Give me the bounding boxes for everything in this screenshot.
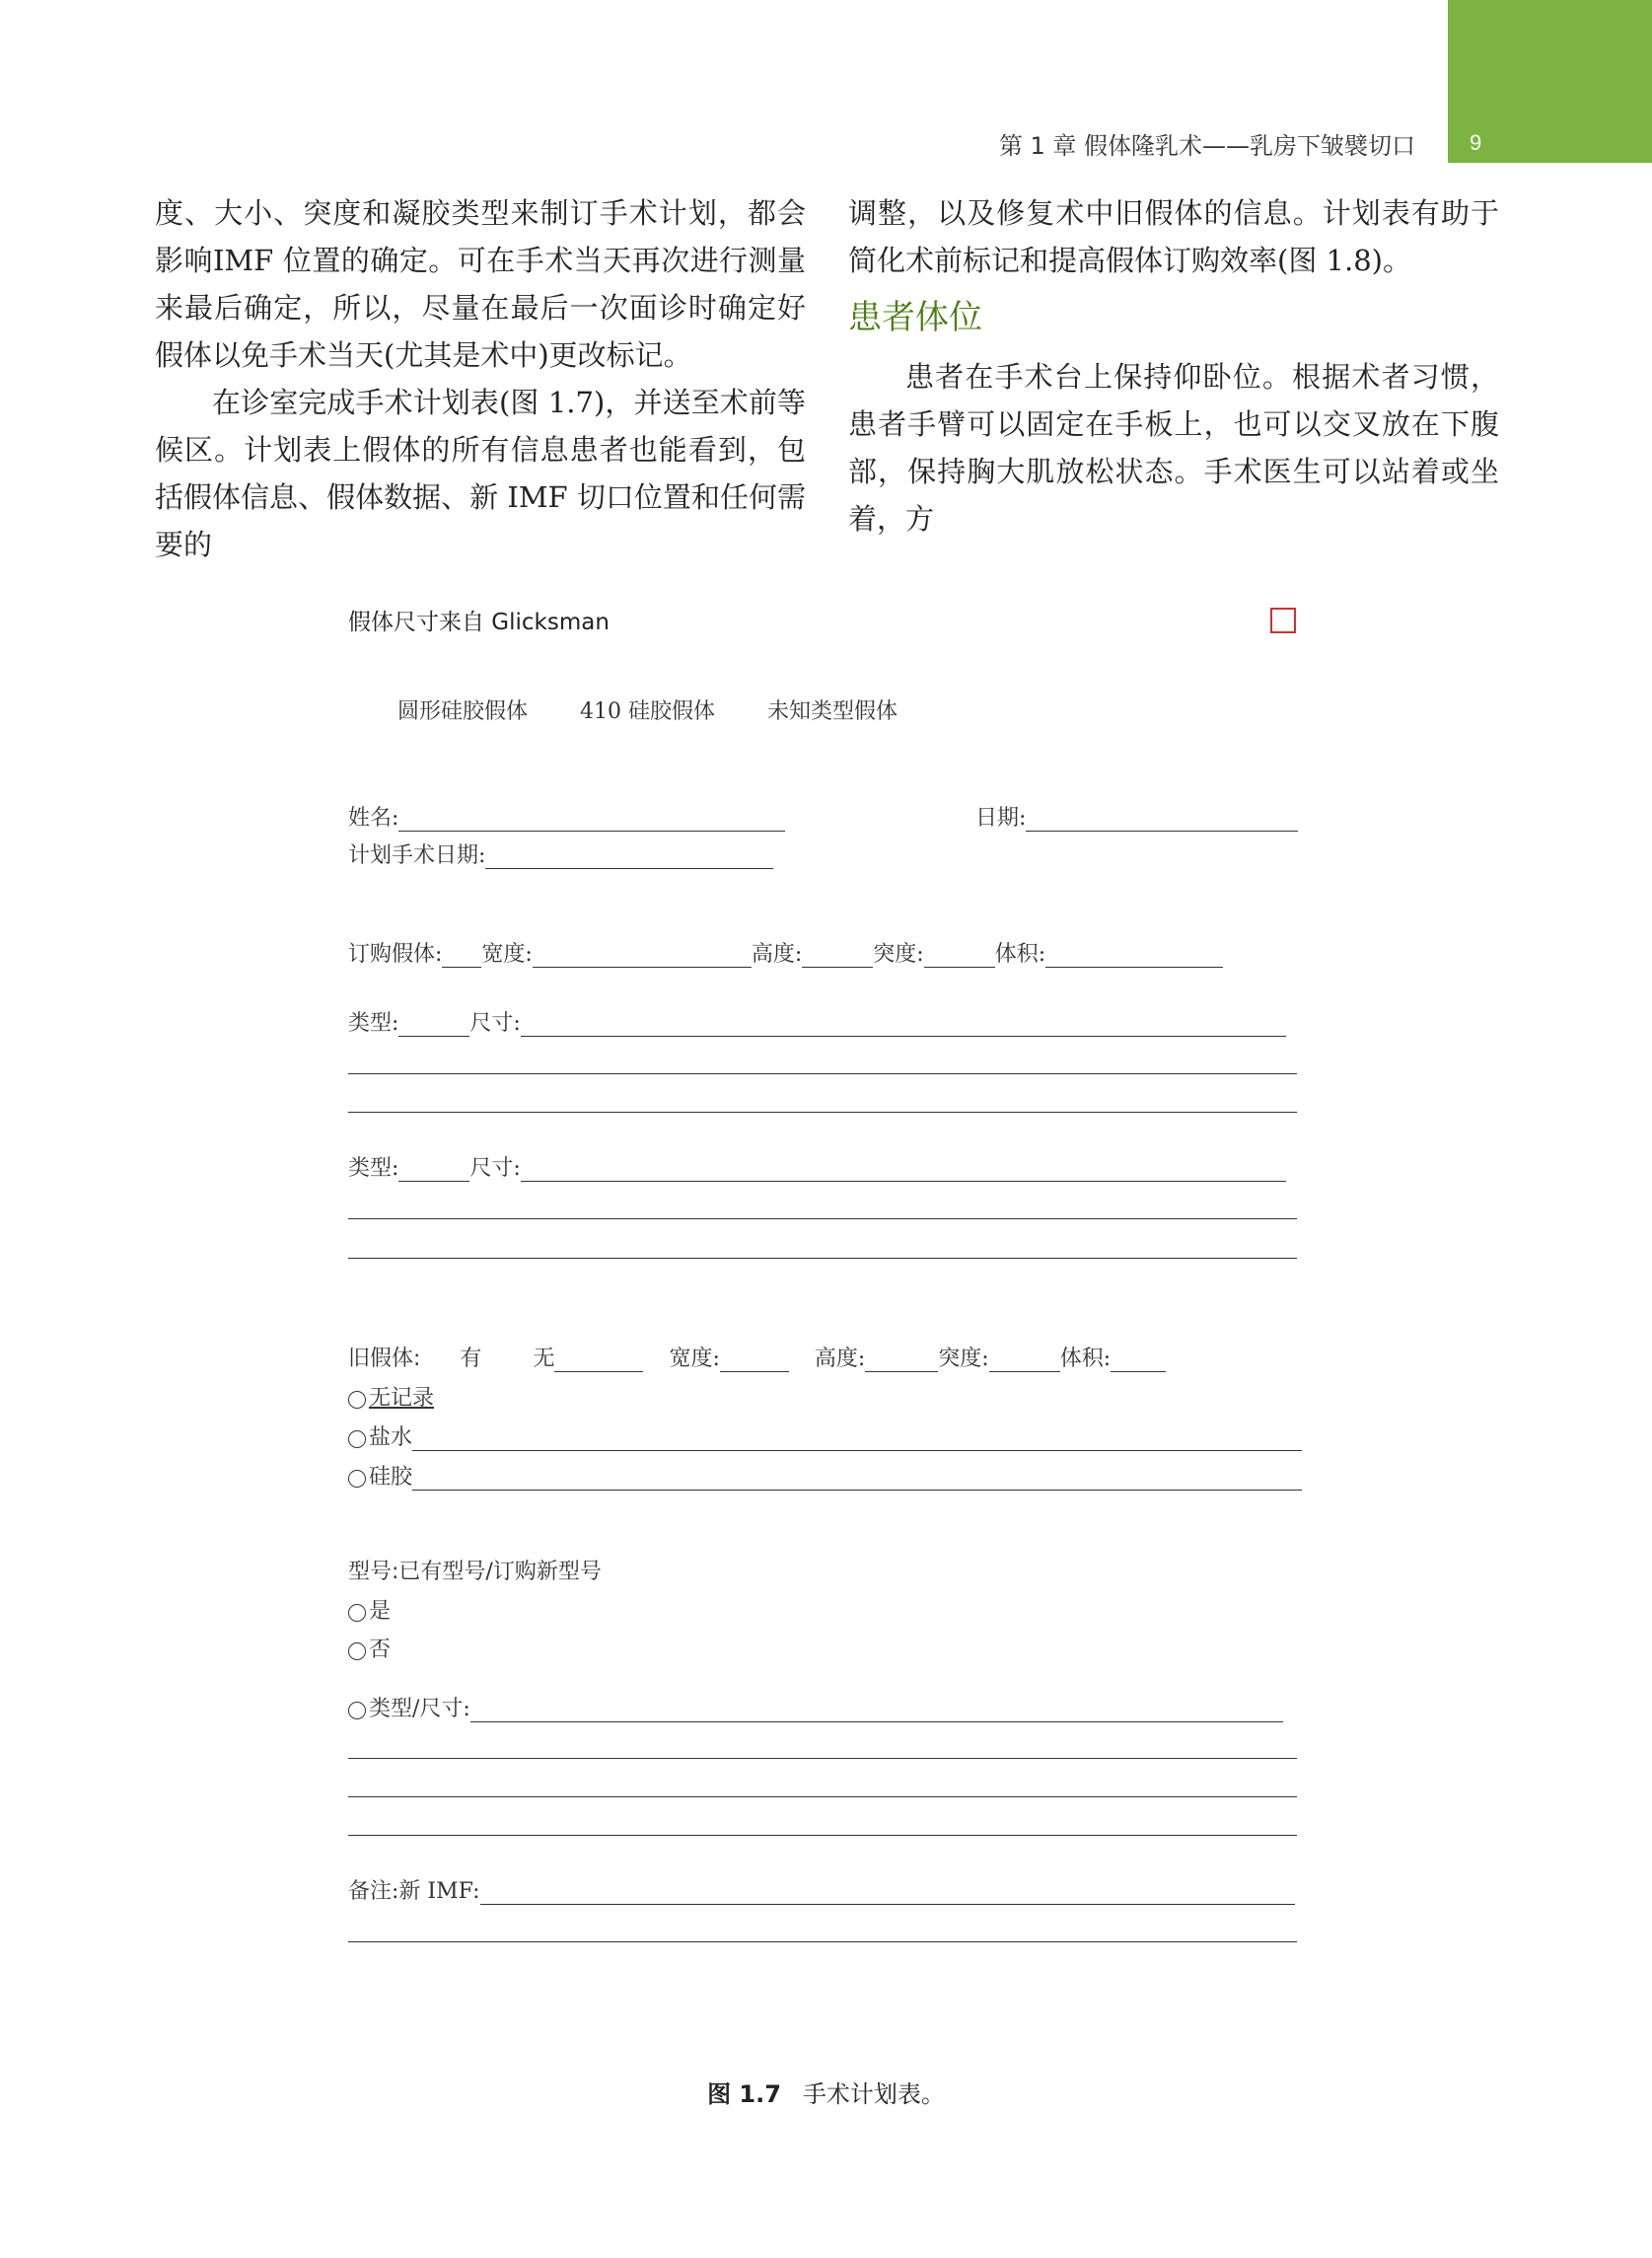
blank-line[interactable] (348, 1835, 1297, 1836)
left-paragraph-1: 度、大小、突度和凝胶类型来制订手术计划，都会影响IMF 位置的确定。可在手术当天再次进行测量来最后确定，所以，尽量在最后一次面诊时确定好假体以免手术当天(尤其是术中)更改标记。 (155, 196, 806, 372)
date-row (975, 801, 1298, 832)
right-paragraph-2: 患者在手术台上保持仰卧位。根据术者习惯，患者手臂可以固定在手板上，也可以交叉放在下腹部，保持胸大肌放松状态。手术医生可以站着或坐着，方 (848, 360, 1499, 536)
yes-label: 是 (369, 1599, 392, 1624)
none-field[interactable] (554, 1349, 643, 1372)
saline-option[interactable] (348, 1420, 1302, 1451)
notes-field[interactable] (480, 1882, 1295, 1905)
projection-label: 突度: (873, 942, 924, 967)
no-label: 否 (369, 1638, 392, 1662)
type-size-row-1 (348, 1006, 1286, 1037)
size-label: 尺寸: (469, 1011, 521, 1036)
volume-field[interactable] (1111, 1349, 1166, 1372)
volume-label: 体积: (1059, 1347, 1112, 1371)
blank-line[interactable] (348, 1112, 1297, 1113)
radio-icon[interactable] (348, 1391, 366, 1409)
type-field[interactable] (398, 1159, 469, 1182)
surgical-plan-form (336, 592, 1318, 2047)
volume-field[interactable] (1045, 945, 1223, 968)
none-option[interactable]: 无 (533, 1347, 555, 1371)
checkbox-icon[interactable] (1270, 608, 1296, 633)
notes-row (348, 1874, 1295, 1905)
radio-icon[interactable] (348, 1430, 366, 1448)
figure-caption (0, 2075, 1652, 2109)
size-field[interactable] (521, 1014, 1286, 1037)
saline-field[interactable] (412, 1428, 1302, 1451)
surgery-date-label: 计划手术日期: (348, 843, 486, 868)
blank-line[interactable] (348, 1218, 1297, 1219)
old-implant-row (348, 1342, 1166, 1372)
height-field[interactable] (802, 945, 873, 968)
blank-line[interactable] (348, 1758, 1297, 1759)
figure-caption-text: 手术计划表。 (802, 2080, 945, 2108)
no-option[interactable] (348, 1633, 391, 1663)
type-size-row-2 (348, 1151, 1286, 1182)
volume-label: 体积: (994, 942, 1046, 967)
projection-label: 突度: (938, 1347, 989, 1371)
form-title: 假体尺寸来自 Glicksman (348, 610, 610, 635)
implant-type-410[interactable]: 410 硅胶假体 (580, 699, 716, 724)
type-label: 类型: (348, 1156, 399, 1181)
name-field[interactable] (398, 809, 785, 832)
radio-icon[interactable] (348, 1642, 366, 1660)
blank-line[interactable] (348, 1258, 1297, 1259)
projection-field[interactable] (924, 945, 995, 968)
size-label: 尺寸: (469, 1156, 521, 1181)
left-column (155, 189, 806, 568)
width-label: 宽度: (669, 1347, 720, 1371)
saline-label: 盐水 (369, 1425, 413, 1450)
notes-label: 备注:新 IMF: (348, 1879, 480, 1904)
height-label: 高度: (751, 942, 803, 967)
page-number: 9 (1470, 130, 1482, 155)
name-row (348, 801, 785, 832)
old-implant-label: 旧假体: (348, 1347, 421, 1371)
no-record-option[interactable] (348, 1381, 434, 1412)
type-size-option[interactable] (348, 1692, 1283, 1722)
type-size-field[interactable] (470, 1700, 1283, 1722)
right-paragraph-1: 调整，以及修复术中旧假体的信息。计划表有助于简化术前标记和提高假体订购效率(图 1.8)。 (848, 196, 1499, 277)
right-column (848, 189, 1499, 543)
type-size-label: 类型/尺寸: (369, 1697, 470, 1721)
height-label: 高度: (814, 1347, 866, 1371)
left-paragraph-2: 在诊室完成手术计划表(图 1.7)，并送至术前等候区。计划表上假体的所有信息患者也能看到，包括假体信息、假体数据、新 IMF 切口位置和任何需要的 (155, 386, 806, 561)
has-option[interactable]: 有 (460, 1347, 482, 1371)
type-field[interactable] (398, 1014, 469, 1037)
running-head: 第 1 章 假体隆乳术——乳房下皱襞切口 (998, 132, 1415, 160)
implant-type-options (397, 694, 943, 725)
name-label: 姓名: (348, 806, 399, 831)
implant-type-round[interactable]: 圆形硅胶假体 (397, 699, 529, 724)
radio-icon[interactable] (348, 1702, 366, 1719)
silicone-label: 硅胶 (369, 1465, 413, 1490)
order-label: 订购假体: (348, 942, 443, 967)
width-field[interactable] (533, 945, 752, 968)
projection-field[interactable] (989, 1349, 1060, 1372)
silicone-field[interactable] (412, 1468, 1302, 1491)
figure-label: 图 1.7 (707, 2080, 781, 2108)
radio-icon[interactable] (348, 1470, 366, 1488)
surgery-date-field[interactable] (485, 846, 773, 869)
section-heading: 患者体位 (848, 298, 982, 337)
no-record-label: 无记录 (369, 1386, 435, 1411)
yes-option[interactable] (348, 1594, 391, 1625)
date-label: 日期: (975, 806, 1027, 831)
type-label: 类型: (348, 1011, 399, 1036)
width-label: 宽度: (481, 942, 533, 967)
surgery-date-row (348, 838, 773, 869)
implant-type-unknown[interactable]: 未知类型假体 (767, 699, 898, 724)
order-row (348, 937, 1223, 968)
size-field[interactable] (521, 1159, 1286, 1182)
blank-line[interactable] (348, 1073, 1297, 1074)
height-field[interactable] (865, 1349, 938, 1372)
radio-icon[interactable] (348, 1604, 366, 1622)
silicone-option[interactable] (348, 1460, 1302, 1491)
order-field[interactable] (442, 945, 481, 968)
width-field[interactable] (720, 1349, 789, 1372)
blank-line[interactable] (348, 1796, 1297, 1797)
model-heading (348, 1555, 602, 1585)
date-field[interactable] (1026, 809, 1298, 832)
blank-line[interactable] (348, 1941, 1297, 1942)
model-label: 型号:已有型号/订购新型号 (348, 1560, 602, 1584)
